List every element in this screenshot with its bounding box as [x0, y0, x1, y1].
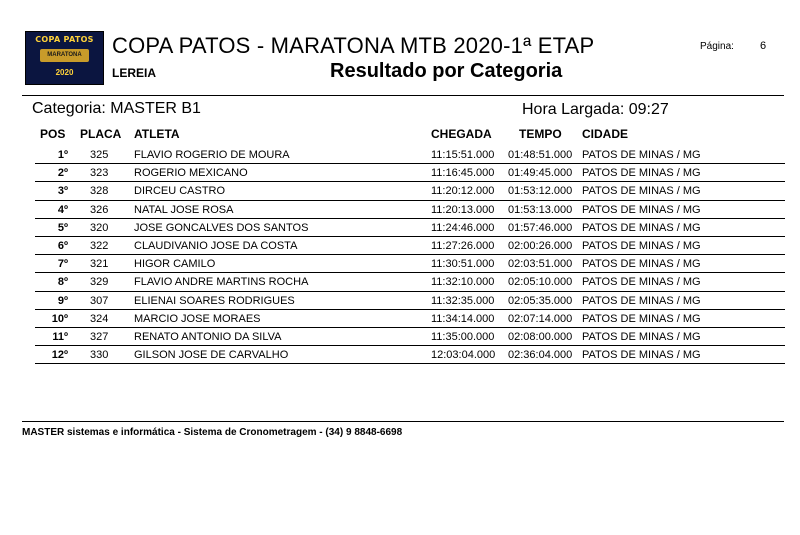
cell-cidade: PATOS DE MINAS / MG	[582, 167, 701, 180]
column-header-cidade: CIDADE	[582, 127, 629, 141]
cell-pos: 1º	[57, 149, 68, 161]
cell-atleta: NATAL JOSE ROSA	[134, 203, 234, 216]
table-row	[0, 292, 800, 310]
cell-cidade: PATOS DE MINAS / MG	[582, 276, 701, 289]
cell-placa: 330	[90, 349, 109, 362]
cell-chegada: 12:03:04.000	[431, 349, 496, 362]
cell-chegada: 11:34:14.000	[431, 312, 495, 325]
results-table	[0, 146, 800, 364]
cell-atleta: RENATO ANTONIO DA SILVA	[134, 330, 282, 343]
column-header-chegada: CHEGADA	[431, 127, 492, 141]
table-row	[0, 255, 800, 273]
cell-atleta: FLAVIO ROGERIO DE MOURA	[134, 149, 290, 161]
cell-chegada: 11:15:51.000	[431, 149, 495, 161]
cell-cidade: PATOS DE MINAS / MG	[582, 330, 701, 343]
cell-chegada: 11:30:51.000	[431, 258, 495, 271]
cell-atleta: JOSE GONCALVES DOS SANTOS	[134, 221, 309, 234]
page-number: 6	[760, 40, 767, 52]
cell-cidade: PATOS DE MINAS / MG	[582, 312, 701, 325]
logo-top-text: COPA PATOS	[35, 35, 94, 44]
cell-tempo: 01:53:13.000	[508, 203, 573, 216]
table-row	[0, 201, 800, 219]
cell-pos: 7º	[57, 258, 68, 271]
cell-atleta: HIGOR CAMILO	[134, 258, 216, 271]
cell-pos: 10º	[51, 312, 68, 325]
cell-tempo: 02:03:51.000	[508, 258, 573, 271]
cell-chegada: 11:20:13.000	[431, 203, 495, 216]
cell-placa: 324	[90, 312, 109, 325]
cell-placa: 307	[90, 294, 109, 307]
cell-tempo: 02:07:14.000	[508, 312, 573, 325]
cell-tempo: 01:57:46.000	[508, 221, 573, 234]
cell-tempo: 01:53:12.000	[508, 185, 573, 198]
cell-tempo: 01:48:51.000	[508, 149, 573, 161]
cell-placa: 320	[90, 221, 109, 234]
cell-chegada: 11:20:12.000	[431, 185, 495, 198]
cell-pos: 2º	[57, 167, 68, 180]
footer-text: MASTER sistemas e informática - Sistema de Cronometragem - (34) 9 8848-6698	[22, 427, 403, 438]
table-row	[0, 164, 800, 182]
report-title: Resultado por Categoria	[330, 60, 563, 82]
cell-pos: 9º	[57, 294, 68, 307]
cell-tempo: 02:05:35.000	[508, 294, 573, 307]
cell-placa: 329	[90, 276, 109, 289]
cell-atleta: DIRCEU CASTRO	[134, 185, 226, 198]
cell-chegada: 11:24:46.000	[431, 221, 495, 234]
column-header-tempo: TEMPO	[519, 127, 562, 141]
cell-placa: 327	[90, 330, 109, 343]
start-time-label: Hora Largada: 09:27	[522, 101, 669, 118]
top-divider	[22, 95, 784, 96]
table-row	[0, 328, 800, 346]
cell-atleta: GILSON JOSE DE CARVALHO	[134, 349, 289, 362]
cell-placa: 325	[90, 149, 109, 161]
cell-chegada: 11:27:26.000	[431, 239, 495, 252]
logo-banner: MARATONA	[40, 49, 89, 62]
table-row	[0, 310, 800, 328]
cell-chegada: 11:32:35.000	[431, 294, 495, 307]
category-label: Categoria: MASTER B1	[32, 100, 201, 117]
row-divider	[35, 363, 785, 364]
cell-placa: 321	[90, 258, 109, 271]
location-label: LEREIA	[112, 66, 157, 80]
cell-tempo: 02:05:10.000	[508, 276, 573, 289]
cell-tempo: 02:36:04.000	[508, 349, 573, 362]
cell-pos: 11º	[52, 330, 68, 343]
cell-cidade: PATOS DE MINAS / MG	[582, 349, 701, 362]
cell-pos: 6º	[57, 239, 68, 252]
page-label: Página:	[700, 41, 734, 52]
cell-pos: 8º	[57, 276, 68, 289]
column-header-atleta: ATLETA	[134, 127, 180, 141]
cell-atleta: ELIENAI SOARES RODRIGUES	[134, 294, 295, 307]
cell-tempo: 01:49:45.000	[508, 167, 573, 180]
cell-placa: 322	[90, 239, 109, 252]
cell-placa: 323	[90, 167, 109, 180]
column-header-placa: PLACA	[80, 127, 122, 141]
cell-chegada: 11:16:45.000	[431, 167, 495, 180]
cell-cidade: PATOS DE MINAS / MG	[582, 239, 701, 252]
cell-atleta: CLAUDIVANIO JOSE DA COSTA	[134, 239, 298, 252]
logo-year: 2020	[55, 68, 74, 77]
column-header-pos: POS	[40, 127, 66, 141]
cell-placa: 328	[90, 185, 109, 198]
cell-cidade: PATOS DE MINAS / MG	[582, 203, 701, 216]
cell-tempo: 02:08:00.000	[508, 330, 573, 343]
cell-tempo: 02:00:26.000	[508, 239, 573, 252]
table-row	[0, 346, 800, 364]
cell-cidade: PATOS DE MINAS / MG	[582, 149, 701, 161]
cell-pos: 5º	[57, 221, 68, 234]
cell-pos: 12º	[51, 349, 68, 362]
table-row	[0, 146, 800, 164]
cell-placa: 326	[90, 203, 109, 216]
table-row	[0, 237, 800, 255]
cell-cidade: PATOS DE MINAS / MG	[582, 294, 701, 307]
cell-cidade: PATOS DE MINAS / MG	[582, 221, 701, 234]
event-title: COPA PATOS - MARATONA MTB 2020-1ª ETAP	[112, 33, 595, 58]
cell-pos: 4º	[57, 203, 68, 216]
cell-atleta: FLAVIO ANDRE MARTINS ROCHA	[134, 276, 309, 289]
cell-cidade: PATOS DE MINAS / MG	[582, 258, 701, 271]
bottom-divider	[22, 421, 784, 422]
cell-chegada: 11:35:00.000	[431, 330, 495, 343]
table-row	[0, 219, 800, 237]
cell-pos: 3º	[57, 185, 68, 198]
cell-chegada: 11:32:10.000	[431, 276, 495, 289]
cell-cidade: PATOS DE MINAS / MG	[582, 185, 701, 198]
table-row	[0, 273, 800, 291]
table-row	[0, 182, 800, 200]
cell-atleta: ROGERIO MEXICANO	[134, 167, 248, 180]
cell-atleta: MARCIO JOSE MORAES	[134, 312, 261, 325]
event-logo	[25, 31, 104, 85]
